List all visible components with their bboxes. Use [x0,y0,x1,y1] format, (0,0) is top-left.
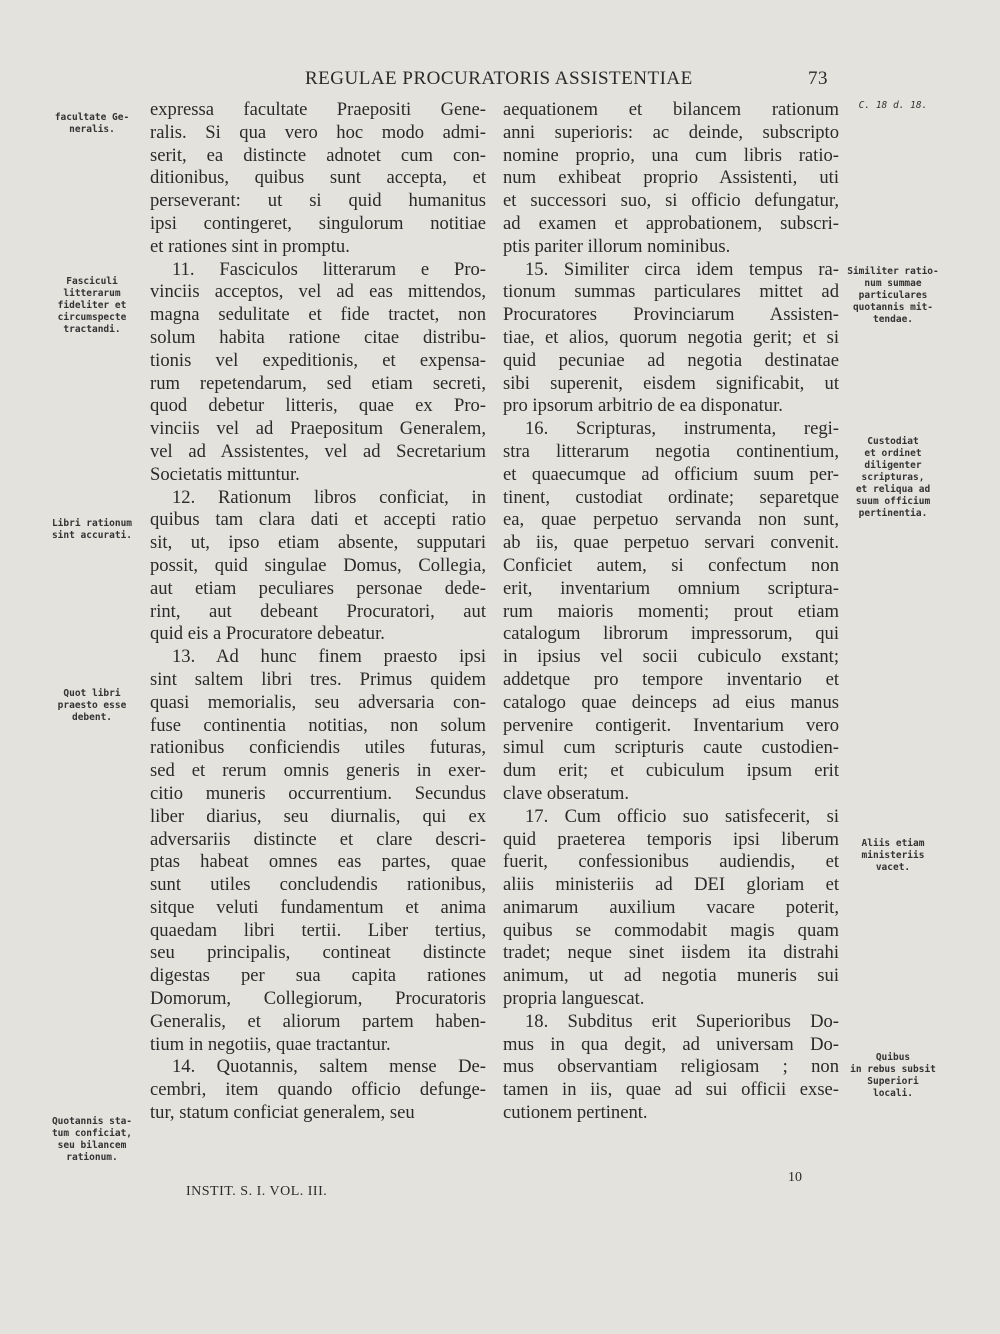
margin-note-line: num summae [864,278,922,289]
text-line: dum erit; et cubiculum ipsum erit [503,760,839,782]
text-line: Conficiet autem, si confectum non [503,554,839,576]
text-line: 13. Ad hunc finem praesto ipsi [172,646,486,668]
text-line: 14. Quotannis, saltem mense De- [172,1056,486,1078]
text-line: quasi memorialis, seu adversaria con- [150,691,486,713]
right-margin-note [843,100,943,112]
text-line: erit, inventarium omnium scriptura- [503,577,839,599]
text-line: Procuratores Provinciarum Assisten- [503,304,839,326]
margin-note-line: in rebus subsit [850,1064,936,1075]
left-margin-note [42,518,142,542]
text-line: simul cum scripturis caute custodien- [503,737,839,759]
text-line: quid eis a Procuratore debeatur. [150,623,385,645]
margin-note-line: diligenter [864,460,922,471]
text-line: quaedam libri tertii. Liber tertius, [150,919,486,941]
margin-note-line: fideliter et [57,300,127,311]
right-margin-note [843,1052,943,1100]
text-line: ptas habeat omnes eas partes, quae [150,851,486,873]
text-line: catalogum librorum impressorum, qui [503,623,839,645]
text-line: adversariis distincte et clare descri- [150,828,486,850]
margin-note-line: tendae. [872,314,914,325]
margin-note-line: et reliqua ad [855,484,931,495]
margin-note-line: litterarum [63,288,121,299]
right-margin-note [843,838,943,874]
text-line: fuse continentia notitias, non solum [150,714,486,736]
text-line: digestas per sua capita rationes [150,965,486,987]
text-line: animarum auxilium vacare poterit, [503,896,839,918]
text-line: 16. Scripturas, instrumenta, regi- [525,418,839,440]
left-margin-note [42,276,142,336]
running-title: REGULAE PROCURATORIS ASSISTENTIAE [305,68,693,89]
text-line: vinciis vel ad Praepositum Generalem, [150,418,486,440]
text-line: et rationes sint in promptu. [150,235,350,257]
text-line: 11. Fasciculos litterarum e Pro- [172,258,486,280]
text-line: quid pecuniae ad negotia destinatae [503,349,839,371]
margin-note-line: vacet. [875,862,911,873]
text-line: quid praeterea temporis ipsi liberum [503,828,839,850]
text-line: rum repetendarum, sed etiam secreti, [150,372,486,394]
text-line: 17. Cum officio suo satisfecerit, si [525,805,839,827]
text-line: tionum summas particulares mittet ad [503,281,839,303]
margin-note-line: praesto esse [57,700,127,711]
text-line: sint saltem libri tres. Primus quidem [150,668,486,690]
text-line: sibi superenit, eisdem significabit, ut [503,372,839,394]
text-line: tamen in iis, quae ad sui officii exse- [503,1079,839,1101]
text-line: rum maioris momenti; prout etiam [503,600,839,622]
text-line: rint, aut debeant Procuratori, aut [150,600,486,622]
footer-signature-mark: INSTIT. S. I. VOL. III. [186,1184,328,1199]
text-line: quibus se commodabit magis quam [503,919,839,941]
text-line: tiae, et alios, quorum negotia gerit; et si [503,326,839,348]
text-line: num exhibeat proprio Assistenti, uti [503,167,839,189]
text-line: cembri, item quando officio defunge- [150,1079,486,1101]
margin-note-line: tum conficiat, [51,1128,133,1139]
margin-note-line: Quot libri [63,688,121,699]
margin-note-line: pertinentia. [858,508,928,519]
text-line: citio muneris occurrentium. Secundus [150,782,486,804]
left-margin-note [42,1116,142,1164]
text-line: mus observantiam religiosam ; non [503,1056,839,1078]
text-line: liber diarius, seu diurnalis, qui ex [150,805,486,827]
text-line: anni superioris: ac deinde, subscripto [503,121,839,143]
text-line: tium in negotiis, quae tractantur. [150,1033,391,1055]
margin-note-line: seu bilancem [57,1140,127,1151]
margin-note-line: Aliis etiam [861,838,925,849]
margin-note-line: Quotannis sta- [51,1116,133,1127]
text-line: quibus tam clara dati et accepti ratio [150,509,486,531]
text-line: stra litterarum negotia continentium, [503,440,839,462]
text-line: pervenire contigerit. Inventarium vero [503,714,839,736]
left-margin-note [42,112,142,136]
text-line: aequationem et bilancem rationum [503,99,839,120]
text-line: ab iis, quae perpetuo servari convenit. [503,532,839,554]
text-line: magna sedulitate et fide tractet, non [150,304,486,326]
margin-note-line: scripturas, [861,472,925,483]
text-line: sit, ut, ipso etiam absente, supputari [150,532,486,554]
text-line: ad examen et approbationem, subscri- [503,212,839,234]
text-line: pro ipsorum arbitrio de ea disponatur. [503,395,783,417]
text-line: et successori suo, si officio defungatur, [503,190,839,212]
text-line: et quaecumque ad officium suum per- [503,463,839,485]
text-line: aliis ministeriis ad DEI gloriam et [503,874,839,896]
text-line: sitque veluti fundamentum et anima [150,896,486,918]
right-margin-note [843,266,943,326]
margin-note-line: particulares [858,290,928,301]
text-line: seu principalis, contineat distincte [150,942,486,964]
margin-note-line: tractandi. [63,324,121,335]
text-line: Generalis, et aliorum partem haben- [150,1010,486,1032]
margin-note-line: locali. [872,1088,914,1099]
text-line: in ipsius vel socii cubiculo exstant; [503,646,839,668]
text-line: catalogo quae deinceps ad eius manus [503,691,839,713]
text-line: tradet; neque sinet iisdem ita distrahi [503,942,839,964]
text-line: fuerit, confessionibus audiendis, et [503,851,839,873]
text-line: mus in qua degit, ad universam Do- [503,1033,839,1055]
text-line: serit, ea distincte adnotet cum con- [150,144,486,166]
left-text-column [150,99,486,1125]
text-line: ipsi contingeret, singulorum notitiae [150,212,486,234]
text-line: solum habita ratione citae distribu- [150,326,486,348]
margin-note-line: Libri rationum [51,518,133,529]
text-line: tur, statum conficiat generalem, seu [150,1102,415,1124]
text-line: nomine proprio, una cum libris ratio- [503,144,839,166]
text-line: tinent, custodiat ordinate; separetque [503,486,839,508]
right-margin-note [843,436,943,520]
text-line: addetque pro tempore inventario et [503,668,839,690]
text-line: ea, quae perpetuo servanda non sunt, [503,509,839,531]
text-line: vel ad Assistentes, vel ad Secretarium [150,440,486,462]
text-line: Domorum, Collegiorum, Procuratoris [150,988,486,1010]
text-line: tionis vel expeditionis, et expensa- [150,349,486,371]
margin-note-line: ministeriis [861,850,925,861]
text-line: rationibus conficiendis utiles futuras, [150,737,486,759]
text-line: 15. Similiter circa idem tempus ra- [525,258,839,280]
text-line: perseverant: ut si quid humanitus [150,190,486,212]
margin-note-line: Similiter ratio- [847,266,939,277]
text-line: vinciis acceptos, vel ad eas mittendos, [150,281,486,303]
text-line: quod debetur litteris, quae ex Pro- [150,395,486,417]
margin-note-line: debent. [71,712,113,723]
text-line: sed et rerum omnis generis in exer- [150,760,486,782]
text-line: animum, ut ad negotia muneris sui [503,965,839,987]
margin-note-line: circumspecte [57,312,127,323]
margin-note-line: rationum. [66,1152,118,1163]
margin-note-line: sint accurati. [51,530,133,541]
margin-note-line: suum officium [855,496,931,507]
text-line: 18. Subditus erit Superioribus Do- [525,1010,839,1032]
margin-note-line: neralis. [69,124,115,135]
text-line: expressa facultate Praepositi Gene- [150,99,486,120]
margin-note-line: Quibus [875,1052,911,1063]
right-text-column [503,99,839,1125]
margin-note-line: Fasciculi [66,276,118,287]
text-line: Societatis mittuntur. [150,463,300,485]
margin-note-line: quotannis mit- [852,302,934,313]
text-line: possit, quid singulae Domus, Collegia, [150,554,486,576]
text-line: ralis. Si qua vero hoc modo admi- [150,121,486,143]
text-line: aut etiam peculiares personae dede- [150,577,486,599]
margin-note-line: facultate Ge- [54,112,130,123]
text-line: clave obseratum. [503,782,629,804]
text-line: cutionem pertinent. [503,1102,648,1124]
left-margin-note [42,688,142,724]
margin-note-line: et ordinet [864,448,922,459]
margin-note-line: Custodiat [867,436,919,447]
page-number: 73 [808,68,828,89]
text-line: 12. Rationum libros conficiat, in [172,486,486,508]
text-line: ptis pariter illorum nominibus. [503,235,731,257]
text-line: ditionibus, quibus sunt accepta, et [150,167,486,189]
gathering-number: 10 [788,1170,802,1185]
text-line: propria languescat. [503,988,645,1010]
text-line: sunt utiles concludendis rationibus, [150,874,486,896]
margin-note-line: Superiori [867,1076,919,1087]
margin-note-line: C. 18 d. 18. [858,100,928,111]
